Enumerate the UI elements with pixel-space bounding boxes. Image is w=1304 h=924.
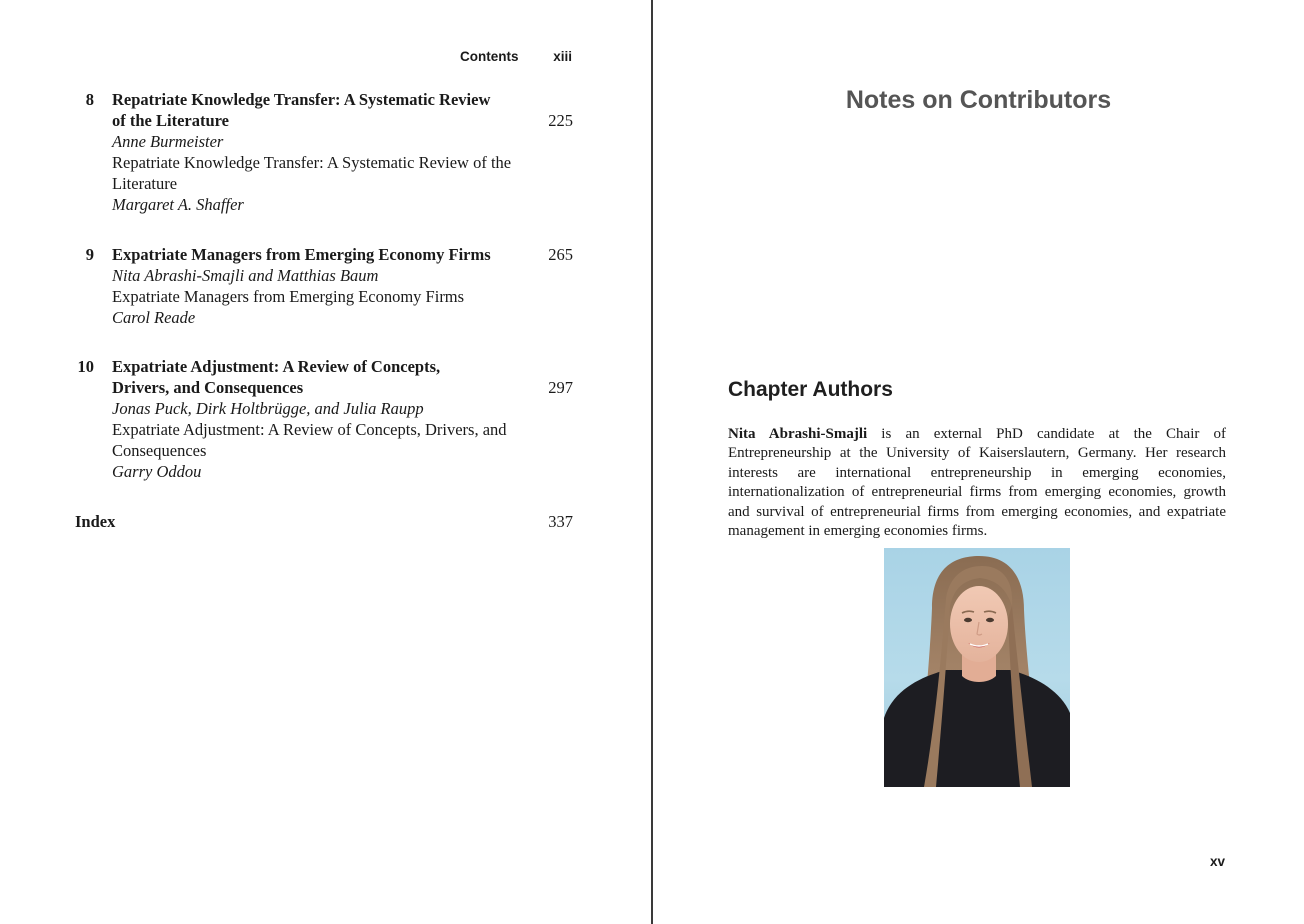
- chapter-title-line[interactable]: Expatriate Managers from Emerging Economy Firms: [112, 245, 491, 264]
- chapter-author: Anne Burmeister: [112, 132, 224, 151]
- chapter-number: 10: [77, 357, 94, 376]
- chapter-page-number[interactable]: 297: [548, 378, 573, 397]
- commentary-title-line[interactable]: Expatriate Adjustment: A Review of Concepts, Drivers, and: [112, 420, 507, 439]
- portrait-photo: [884, 548, 1070, 787]
- running-head: [460, 49, 572, 64]
- index-page-number[interactable]: 337: [548, 512, 573, 531]
- section-heading: Chapter Authors: [728, 378, 893, 401]
- contributor-bio: [728, 425, 1226, 541]
- chapter-page-number[interactable]: 265: [548, 245, 573, 264]
- toc-entry-10[interactable]: [75, 356, 573, 482]
- running-head-page-number: xiii: [553, 49, 572, 64]
- left-page: [0, 0, 651, 924]
- chapter-number: 9: [85, 245, 94, 264]
- index-label[interactable]: Index: [75, 512, 116, 531]
- commentary-author: Carol Reade: [112, 308, 196, 327]
- chapter-author: Jonas Puck, Dirk Holtbrügge, and Julia Raupp: [112, 399, 424, 418]
- chapter-title-line[interactable]: Drivers, and Consequences: [112, 378, 304, 397]
- commentary-title-line[interactable]: Expatriate Managers from Emerging Economy Firms: [112, 287, 465, 306]
- running-head-title: Contents: [459, 49, 519, 64]
- toc-entry-9[interactable]: [75, 244, 573, 328]
- commentary-title-line[interactable]: Repatriate Knowledge Transfer: A Systematic Review of the: [112, 153, 512, 172]
- portrait-illustration: [884, 548, 1070, 787]
- page-number: xv: [1209, 854, 1225, 869]
- commentary-title-line[interactable]: Literature: [112, 174, 178, 193]
- right-page: [653, 0, 1304, 924]
- toc-index-entry[interactable]: [75, 511, 573, 532]
- chapter-title-line[interactable]: Repatriate Knowledge Transfer: A Systematic Review: [112, 90, 491, 109]
- contributor-name: Nita Abrashi-Smajli: [728, 426, 868, 442]
- chapter-page-number[interactable]: 225: [548, 111, 573, 130]
- chapter-number: 8: [85, 90, 94, 109]
- commentary-title-line[interactable]: Consequences: [112, 441, 207, 460]
- toc-entry-8[interactable]: [75, 89, 573, 215]
- chapter-author: Nita Abrashi-Smajli and Matthias Baum: [112, 266, 379, 285]
- chapter-title-line[interactable]: Expatriate Adjustment: A Review of Concepts,: [112, 357, 441, 376]
- chapter-title-line[interactable]: of the Literature: [112, 111, 229, 130]
- commentary-author: Garry Oddou: [112, 462, 202, 481]
- commentary-author: Margaret A. Shaffer: [112, 195, 244, 214]
- contributor-bio-text: is an external PhD candidate at the Chair of Entrepreneurship at the University of Kaiserslautern, Germany. Her research interests are international entrepreneurship in emerging economies, internationalization of entrepreneurial firms from emerging economies, growth and survival of entrepreneurial firms from emerging economies, and expatriate management in emerging economies firms.: [728, 426, 1226, 540]
- page-title: Notes on Contributors: [845, 86, 1112, 114]
